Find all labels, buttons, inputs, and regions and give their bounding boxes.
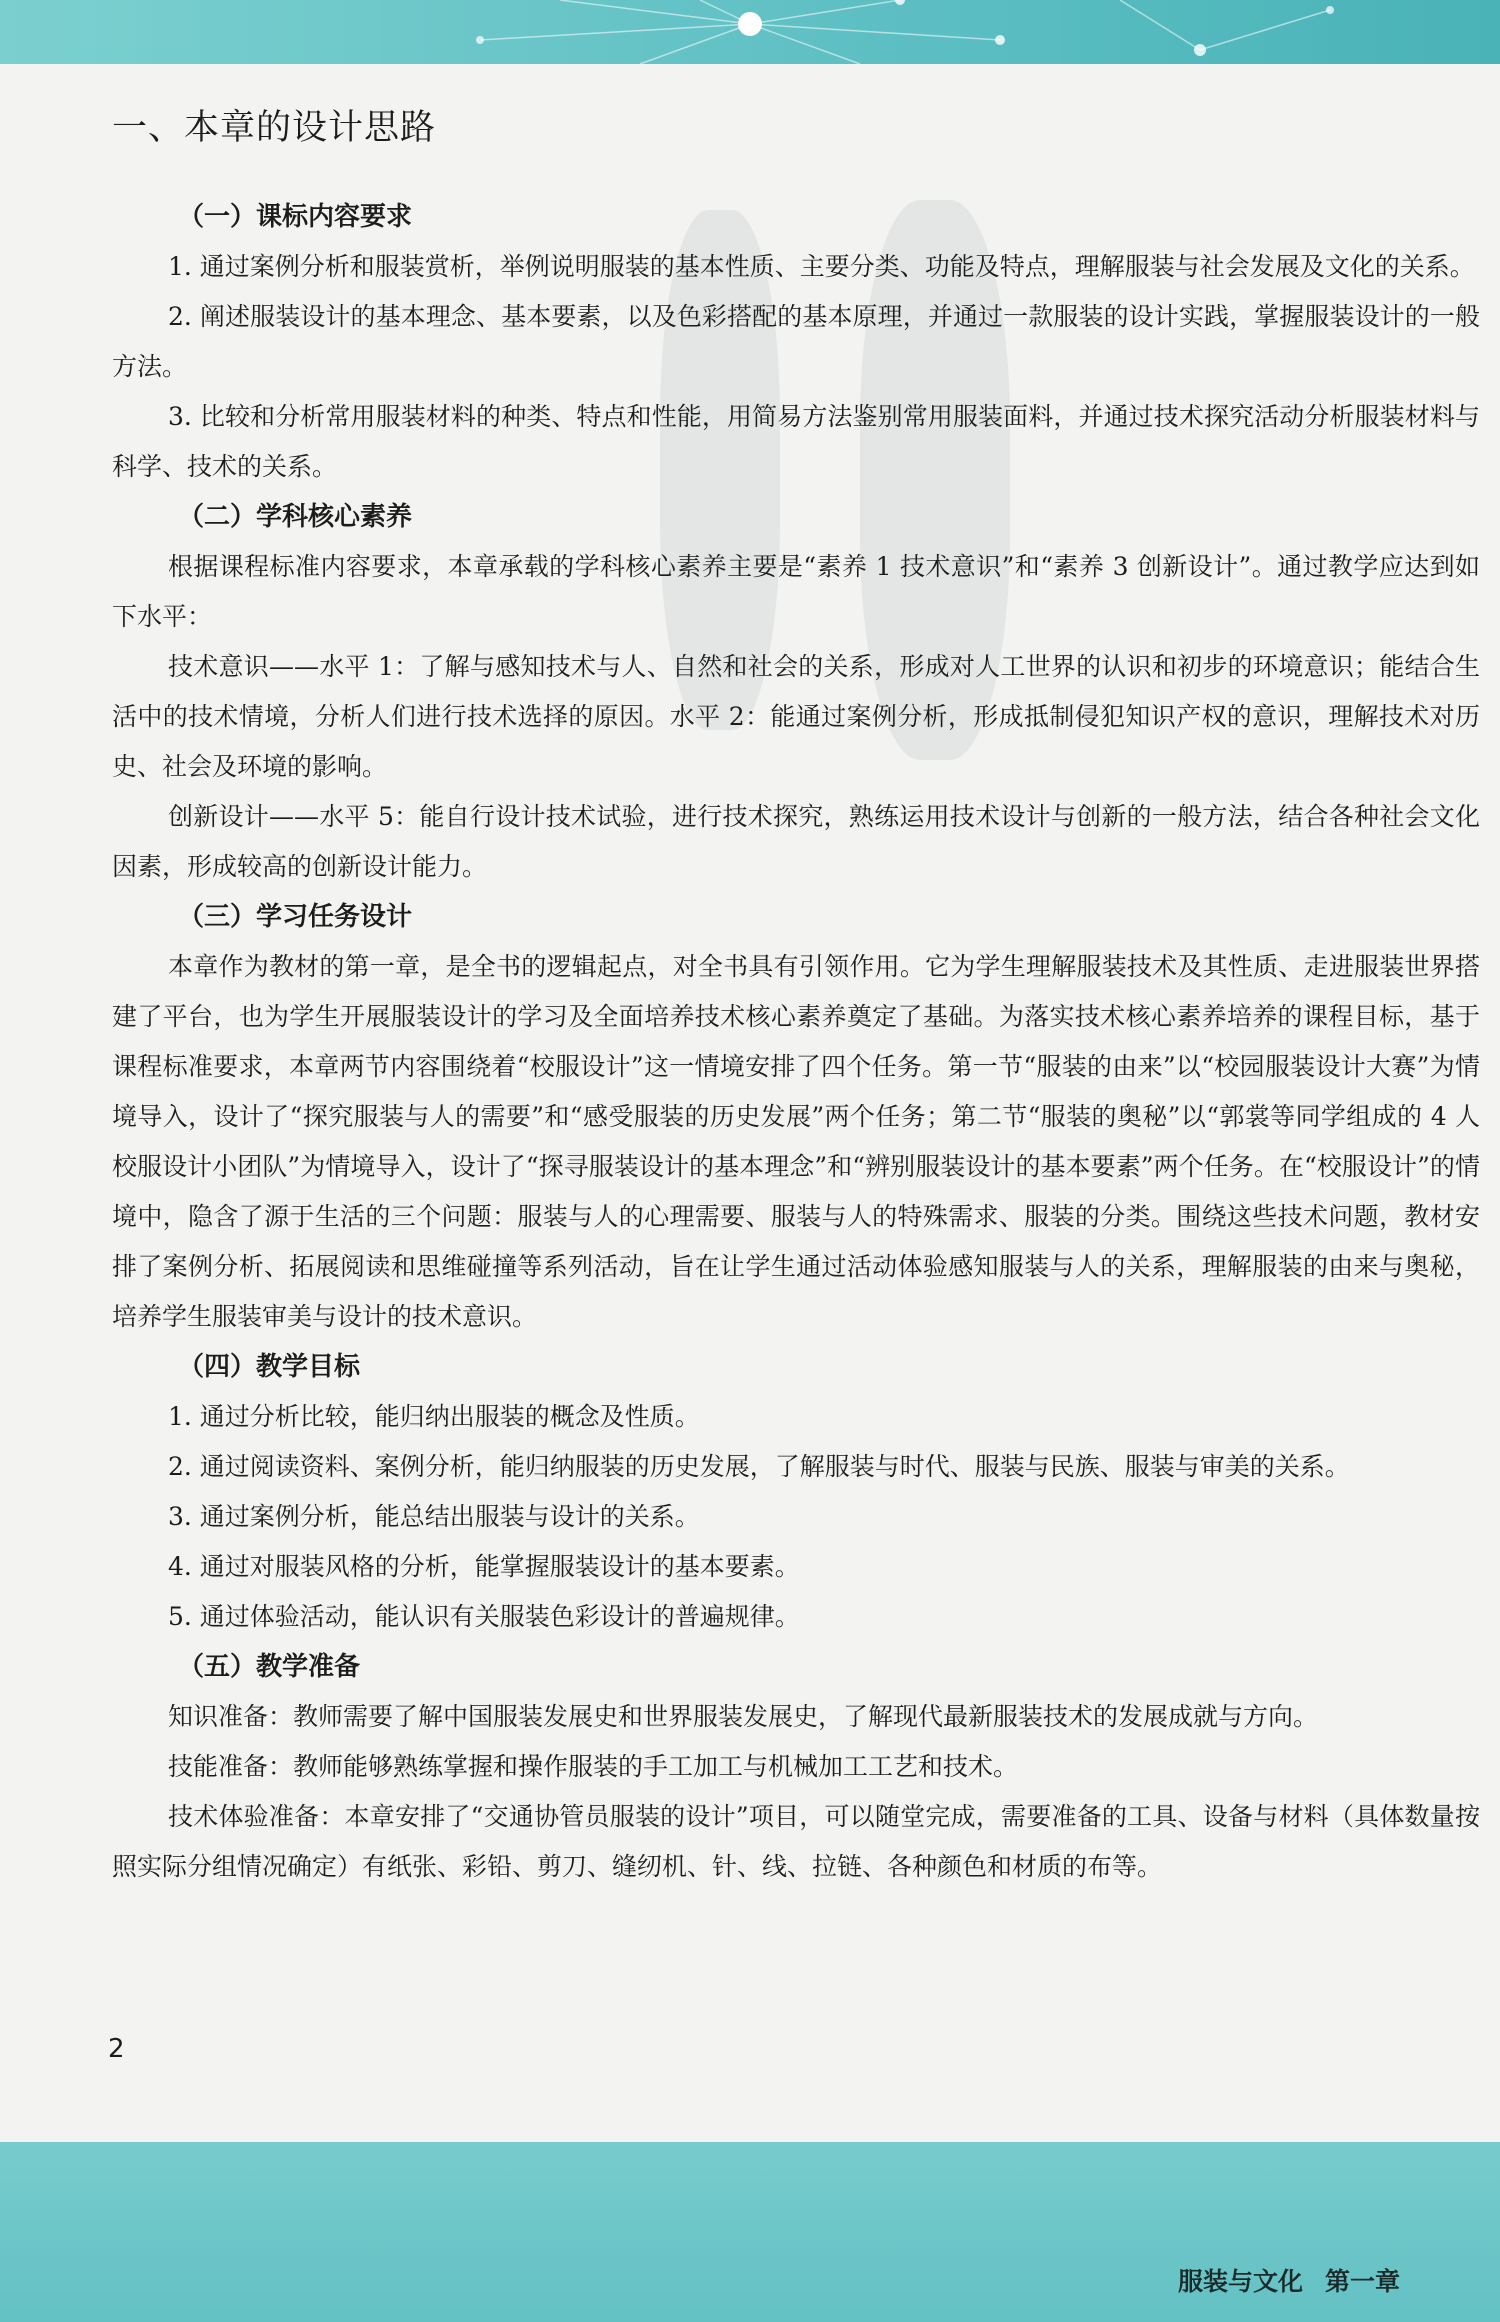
chapter-design-heading: 一、本章的设计思路: [112, 108, 437, 148]
document-page: [0, 64, 1500, 2142]
paragraph: 3. 比较和分析常用服装材料的种类、特点和性能，用简易方法鉴别常用服装面料，并通过技术探究活动分析服装材料与科学、技术的关系。: [112, 402, 1480, 481]
chapter-label: 第一章: [1324, 2267, 1400, 2296]
paragraph: 技能准备：教师能够熟练掌握和操作服装的手工加工与机械加工工艺和技术。: [168, 1752, 1019, 1781]
network-pattern-graphic: [0, 0, 1500, 64]
paragraph: 创新设计——水平 5：能自行设计技术试验，进行技术探究，熟练运用技术设计与创新的一般方法，结合各种社会文化因素，形成较高的创新设计能力。: [112, 802, 1480, 881]
paragraph: 技术体验准备：本章安排了“交通协管员服装的设计”项目，可以随堂完成，需要准备的工具、设备与材料（具体数量按照实际分组情况确定）有纸张、彩铅、剪刀、缝纫机、针、线、拉链、各种颜色和材质的布等。: [112, 1802, 1480, 1881]
running-footer: [1178, 2262, 1400, 2298]
document-body: [112, 192, 1480, 1892]
list-item: 4. 通过对服装风格的分析，能掌握服装设计的基本要素。: [168, 1552, 800, 1581]
list-item: 3. 通过案例分析，能总结出服装与设计的关系。: [168, 1502, 700, 1531]
list-item: 1. 通过分析比较，能归纳出服装的概念及性质。: [168, 1402, 700, 1431]
paragraph: 本章作为教材的第一章，是全书的逻辑起点，对全书具有引领作用。它为学生理解服装技术及其性质、走进服装世界搭建了平台，也为学生开展服装设计的学习及全面培养技术核心素养奠定了基础。为落实技术核心素养培养的课程目标，基于课程标准要求，本章两节内容围绕着“校服设计”这一情境安排了四个任务。第一节“服装的由来”以“校园服装设计大赛”为情境导入，设计了“探究服装与人的需要”和“感受服装的历史发展”两个任务；第二节“服装的奥秘”以“郭裳等同学组成的 4 人校服设计小团队”为情境导入，设计了“探寻服装设计的基本理念”和“辨别服装设计的基本要素”两个任务。在“校服设计”的情境中，隐含了源于生活的三个问题：服装与人的心理需要、服装与人的特殊需求、服装的分类。围绕这些技术问题，教材安排了案例分析、拓展阅读和思维碰撞等系列活动，旨在让学生通过活动体验感知服装与人的关系，理解服装的由来与奥秘，培养学生服装审美与设计的技术意识。: [112, 952, 1480, 1331]
top-decorative-band: [0, 0, 1500, 64]
paragraph: 1. 通过案例分析和服装赏析，举例说明服装的基本性质、主要分类、功能及特点，理解服装与社会发展及文化的关系。: [168, 252, 1475, 281]
paragraph: 知识准备：教师需要了解中国服装发展史和世界服装发展史，了解现代最新服装技术的发展成就与方向。: [168, 1702, 1319, 1731]
section-heading-task-design: （三）学习任务设计: [178, 902, 413, 932]
section-heading-preparation: （五）教学准备: [178, 1652, 361, 1682]
paragraph: 根据课程标准内容要求，本章承载的学科核心素养主要是“素养 1 技术意识”和“素养 3 创新设计”。通过教学应达到如下水平：: [112, 552, 1480, 631]
list-item: 5. 通过体验活动，能认识有关服装色彩设计的普遍规律。: [168, 1602, 800, 1631]
page-number: 2: [108, 2034, 125, 2064]
list-item: 2. 通过阅读资料、案例分析，能归纳服装的历史发展，了解服装与时代、服装与民族、服装与审美的关系。: [168, 1452, 1350, 1481]
paragraph: 2. 阐述服装设计的基本理念、基本要素，以及色彩搭配的基本原理，并通过一款服装的设计实践，掌握服装设计的一般方法。: [112, 302, 1480, 381]
book-title: 服装与文化: [1177, 2267, 1303, 2296]
section-heading-core-literacy: （二）学科核心素养: [178, 502, 413, 532]
paragraph: 技术意识——水平 1：了解与感知技术与人、自然和社会的关系，形成对人工世界的认识和初步的环境意识；能结合生活中的技术情境，分析人们进行技术选择的原因。水平 2：能通过案例分析，形成抵制侵犯知识产权的意识，理解技术对历史、社会及环境的影响。: [112, 652, 1480, 781]
section-heading-curriculum: （一）课标内容要求: [178, 202, 413, 232]
section-heading-teaching-goals: （四）教学目标: [178, 1352, 361, 1382]
